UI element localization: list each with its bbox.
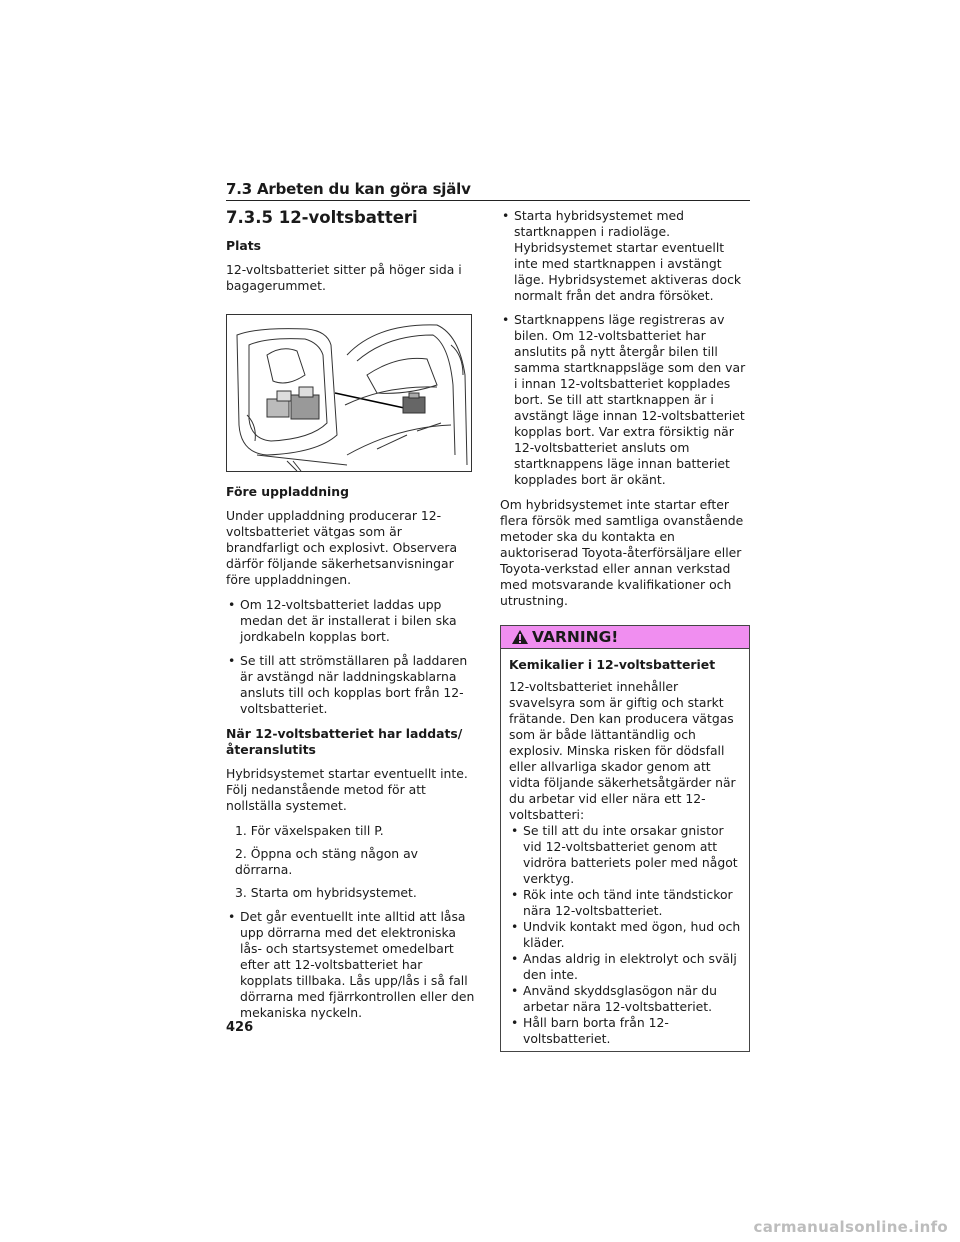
list-item (226, 885, 476, 901)
list-item (226, 823, 476, 839)
step-text: Öppna och stäng någon av dörrarna. (235, 846, 419, 877)
list-item: • Starta hybridsystemet med startknappen i radioläge. Hybridsystemet startar eventuellt inte med startknappen i avstängt läge. Hybridsystemet aktiveras dock normalt från det andra försöket. (500, 208, 750, 304)
after-bullet-list (226, 909, 476, 1021)
watermark: carmanualsonline.info (753, 1218, 948, 1236)
step-text: Starta om hybridsystemet. (250, 885, 417, 900)
warning-text: 12-voltsbatteriet innehåller svavelsyra som är giftig och starkt frätande. Den kan producera vätgas som är både lättantändlig och explosiv. Minska risken för dödsfall eller allvarliga skador genom att vidta följande säkerhetsåtgärder när du arbetar vid eller nära ett 12-voltsbatteri: (509, 679, 736, 822)
list-item: • Om 12-voltsbatteriet laddas upp medan det är installerat i bilen ska jordkabeln kopplas bort. (226, 597, 476, 645)
nar-heading: När 12-voltsbatteriet har laddats/återanslutits (226, 726, 463, 757)
step-number: 2. (235, 846, 247, 861)
list-item: • Det går eventuellt inte alltid att låsa upp dörrarna med det elektroniska lås- och startsystemet omedelbart efter att 12-voltsbatteriet har kopplats tillbaka. Lås upp/lås i så fall dörrarna med fjärrkontrollen eller den mekaniska nyckeln. (226, 909, 476, 1021)
warning-triangle-icon (511, 629, 529, 645)
warning-box (500, 625, 750, 1052)
warning-heading: Kemikalier i 12-voltsbatteriet (509, 657, 716, 672)
left-column (226, 208, 476, 1030)
trunk-battery-drawing (227, 315, 471, 471)
fore-heading: Före uppladdning (226, 484, 349, 499)
page-number: 426 (226, 1020, 254, 1035)
warning-body (501, 649, 749, 1051)
header-divider (226, 200, 750, 201)
list-item: • Se till att du inte orsakar gnistor vid 12-voltsbatteriet genom att vidröra batteriets poler med något verktyg. (509, 823, 741, 887)
list-item: • Se till att strömställaren på laddaren är avstängd när laddningskablarna ansluts till och kopplas bort från 12-voltsbatteriet. (226, 653, 476, 717)
nar-text: Hybridsystemet startar eventuellt inte. Följ nedanstående metod för att nollställa systemet. (226, 766, 468, 813)
list-item: • Undvik kontakt med ögon, hud och kläder. (509, 919, 741, 951)
battery-location-illustration (226, 314, 472, 472)
warning-label: VARNING! (532, 628, 619, 646)
section-title: 7.3.5 12-voltsbatteri (226, 208, 418, 227)
plats-heading: Plats (226, 238, 261, 253)
section-header: 7.3 Arbeten du kan göra själv (226, 180, 471, 198)
warning-header (501, 626, 749, 649)
list-item: • Startknappens läge registreras av bilen. Om 12-voltsbatteriet har anslutits på nytt återgår bilen till samma startknappsläge som den var i innan 12-voltsbatteriet kopplades bort. Se till att startknappen är i avstängt läge innan 12-voltsbatteriet kopplas bort. Var extra försiktig när 12-voltsbatteriet ansluts om startknappens läge innan batteriet kopplades bort är okänt. (500, 312, 750, 488)
fore-bullet-list (226, 597, 476, 717)
list-item (226, 846, 476, 878)
list-item: • Håll barn borta från 12-voltsbatteriet. (509, 1015, 741, 1047)
fore-text: Under uppladdning producerar 12-voltsbatteriet vätgas som är brandfarligt och explosivt. Observera därför följande säkerhetsanvisningar före uppladdningen. (226, 508, 458, 587)
list-item: • Rök inte och tänd inte tändstickor nära 12-voltsbatteriet. (509, 887, 741, 919)
step-number: 3. (235, 885, 247, 900)
plats-text: 12-voltsbatteriet sitter på höger sida i bagagerummet. (226, 262, 462, 293)
right-column (500, 208, 750, 1052)
warning-bullet-list (509, 823, 741, 1047)
contact-paragraph: Om hybridsystemet inte startar efter flera försök med samtliga ovanstående metoder ska du kontakta en auktoriserad Toyota-återförsäljare eller Toyota-verkstad eller annan verkstad med motsvarande kvalifikationer och utrustning. (500, 497, 744, 608)
right-bullet-list (500, 208, 750, 488)
list-item: • Använd skyddsglasögon när du arbetar nära 12-voltsbatteriet. (509, 983, 741, 1015)
step-text: För växelspaken till P. (250, 823, 384, 838)
step-number: 1. (235, 823, 247, 838)
list-item: • Andas aldrig in elektrolyt och svälj den inte. (509, 951, 741, 983)
reset-steps (226, 823, 476, 901)
